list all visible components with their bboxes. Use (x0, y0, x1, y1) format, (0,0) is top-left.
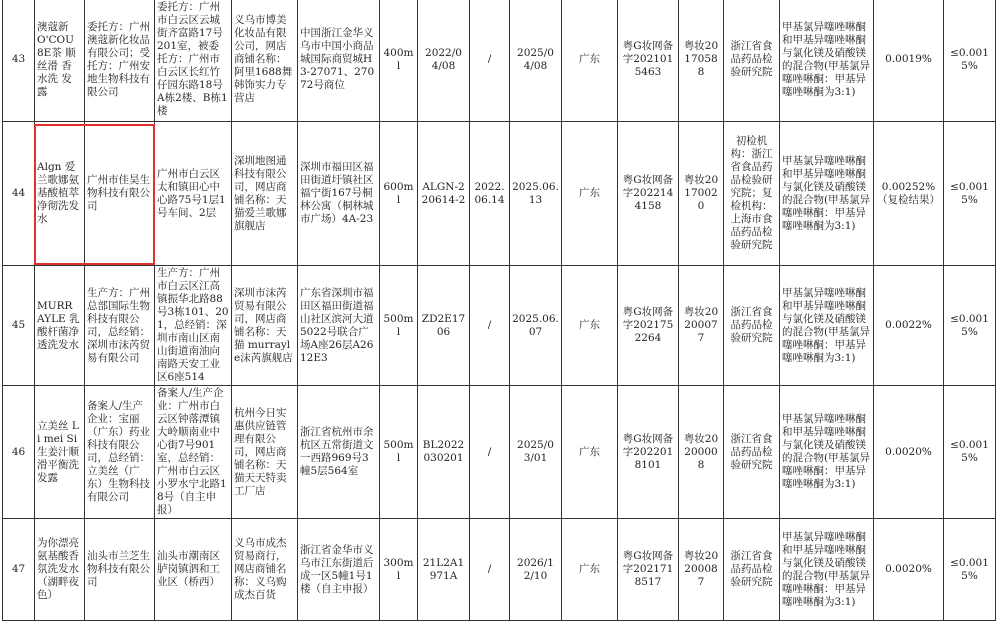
col-batch: 2022/04/08 (418, 0, 470, 122)
col-producer-address: 汕头市潮南区胪岗镇泗和工业区（桥西） (155, 519, 232, 621)
col-production-date: / (470, 266, 510, 386)
col-producer-address: 广州市白云区太和镇田心中心路75号1层1号车间、2层 (155, 122, 232, 266)
col-license: 粤妆20200077 (679, 266, 724, 386)
col-filing-number: 粤G妆网备字2021015463 (618, 0, 679, 122)
col-test-item: 甲基氯异噻唑啉酮和甲基异噻唑啉酮与氯化镁及硝酸镁的混合物(甲基氯异噻唑啉酮：甲基异噻唑啉酮为3:1) (780, 519, 874, 621)
col-batch: ALGN-220614-2 (418, 122, 470, 266)
table-row (3, 266, 996, 386)
col-filing-number: 粤G妆网备字2021752264 (618, 266, 679, 386)
col-license: 粤妆20200008 (679, 386, 724, 519)
col-province: 广东 (562, 386, 618, 519)
col-production-date: / (470, 519, 510, 621)
col-license: 粤妆20170588 (679, 0, 724, 122)
col-seller-address: 深圳市福田区福田街道圩镇社区福宁街167号桐林公寓（桐林城市广场）4A-23 (298, 122, 380, 266)
col-expiry: 2026/12/10 (510, 519, 562, 621)
col-seller: 义乌市成杰贸易商行，网店商铺名称：义乌购成杰百货 (232, 519, 298, 621)
col-seller-address: 浙江省杭州市余杭区五常街道文一西路969号3幢5层564室 (298, 386, 380, 519)
col-seller-address: 中国浙江金华义乌市中国小商品城国际商贸城H3-27071、27072号商位 (298, 0, 380, 122)
col-test-item: 甲基氯异噻唑啉酮和甲基异噻唑啉酮与氯化镁及硝酸镁的混合物(甲基氯异噻唑啉酮：甲基异噻唑啉酮为3:1) (780, 0, 874, 122)
col-product: MURR AYLE 乳酸杆菌净透洗发水 (35, 266, 85, 386)
col-province: 广东 (562, 0, 618, 122)
col-production-date: / (470, 386, 510, 519)
col-registrant: 汕头市兰芝生物科技有限公司 (85, 519, 155, 621)
col-seller-address: 广东省深圳市福田区福田街道福山社区滨河大道5022号联合广场A座26层A2612E3 (298, 266, 380, 386)
col-test-item: 甲基氯异噻唑啉酮和甲基异噻唑啉酮与氯化镁及硝酸镁的混合物(甲基氯异噻唑啉酮：甲基异噻唑啉酮为3:1) (780, 122, 874, 266)
col-test-org: 浙江省食品药品检验研究院 (724, 0, 780, 122)
col-production-date: / (470, 0, 510, 122)
col-production-date: 2022.06.14 (470, 122, 510, 266)
col-result: 0.00252%（复检结果） (874, 122, 944, 266)
col-result: 0.0020% (874, 386, 944, 519)
col-result: 0.0019% (874, 0, 944, 122)
col-producer-address: 委托方：广州市白云区云城街齐富路17号201室，被委托方：广州市白云区长红竹仔园东路18号A栋2楼、B栋1楼 (155, 0, 232, 122)
col-test-org: 浙江省食品药品检验研究院 (724, 519, 780, 621)
table-row (3, 386, 996, 519)
col-spec: 600ml (380, 122, 418, 266)
table-row (3, 0, 996, 122)
col-expiry: 2025.06.13 (510, 122, 562, 266)
col-expiry: 2025.06.07 (510, 266, 562, 386)
col-number: 44 (3, 122, 35, 266)
col-product: 立美丝 Li mei Si 生姜汁顺滑平衡洗发露 (35, 386, 85, 519)
col-number: 45 (3, 266, 35, 386)
col-test-org: 浙江省食品药品检验研究院 (724, 386, 780, 519)
col-expiry: 2025/04/08 (510, 0, 562, 122)
col-registrant: 委托方：广州澳蔻新化妆品有限公司；受托方：广州安地生物科技有限公司 (85, 0, 155, 122)
col-province: 广东 (562, 122, 618, 266)
col-standard: ≤0.0015% (944, 0, 996, 122)
col-license: 粤妆20200087 (679, 519, 724, 621)
col-batch: 21L2A1971A (418, 519, 470, 621)
col-batch: ZD2E1706 (418, 266, 470, 386)
col-number: 46 (3, 386, 35, 519)
col-test-item: 甲基氯异噻唑啉酮和甲基异噻唑啉酮与氯化镁及硝酸镁的混合物(甲基氯异噻唑啉酮：甲基异噻唑啉酮为3:1) (780, 386, 874, 519)
col-standard: ≤0.0015% (944, 519, 996, 621)
col-producer-address: 生产方：广州市白云区江高镇振华北路88号3栋101、201，总经销：深圳市南山区南山街道南油向南路天安工业区6座514 (155, 266, 232, 386)
col-result: 0.0022% (874, 266, 944, 386)
col-spec: 300ml (380, 519, 418, 621)
col-seller: 杭州今日实惠供应链管理有限公司，网店商铺名称：天猫天天特卖工厂店 (232, 386, 298, 519)
col-filing-number: 粤G妆网备字2022144158 (618, 122, 679, 266)
col-number: 43 (3, 0, 35, 122)
col-product: 为你漂亮氨基酸香氛洗发水（湖畔夜色） (35, 519, 85, 621)
results-table (2, 0, 996, 621)
table-row (3, 122, 996, 266)
col-license: 粤妆20170020 (679, 122, 724, 266)
col-batch: BL2022030201 (418, 386, 470, 519)
col-filing-number: 粤G妆网备字2022018101 (618, 386, 679, 519)
col-province: 广东 (562, 519, 618, 621)
col-producer-address: 备案人/生产企业：广州市白云区钟落潭镇大岭顺南业中心街7号901室，总经销：广州市白云区小罗水宁北路18号（自主申报） (155, 386, 232, 519)
col-seller: 深圳市沫芮贸易有限公司，网店商铺名称：天猫 murrayle沫芮旗舰店 (232, 266, 298, 386)
col-seller-address: 浙江省金华市义乌市江东街道后成一区5幢1号1楼（自主申报） (298, 519, 380, 621)
col-province: 广东 (562, 266, 618, 386)
col-test-org: 浙江省食品药品检验研究院 (724, 266, 780, 386)
col-registrant: 生产方：广州总部国际生物科技有限公司，总经销：深圳市沫芮贸易有限公司 (85, 266, 155, 386)
col-result: 0.0020% (874, 519, 944, 621)
col-spec: 500ml (380, 386, 418, 519)
col-test-item: 甲基氯异噻唑啉酮和甲基异噻唑啉酮与氯化镁及硝酸镁的混合物(甲基氯异噻唑啉酮：甲基异噻唑啉酮为3:1) (780, 266, 874, 386)
col-filing-number: 粤G妆网备字2021718517 (618, 519, 679, 621)
col-standard: ≤0.0015% (944, 122, 996, 266)
col-standard: ≤0.0015% (944, 386, 996, 519)
table-row (3, 519, 996, 621)
col-seller: 义乌市博美化妆品有限公司，网店商铺名称：阿里1688舞韩饰实力专营店 (232, 0, 298, 122)
col-spec: 400ml (380, 0, 418, 122)
col-test-org: 初检机构：浙江省食品药品检验研究院；复检机构：上海市食品药品检验研究院 (724, 122, 780, 266)
col-product: Algn 爱兰歌娜氨基酸植萃净彻洗发水 (35, 122, 85, 266)
col-seller: 深圳地图通科技有限公司，网店商铺名称：天猫爱兰歌娜旗舰店 (232, 122, 298, 266)
col-registrant: 广州市佳昊生物科技有限公司 (85, 122, 155, 266)
col-standard: ≤0.0015% (944, 266, 996, 386)
col-product: 澳蔻新 O'COU 8E茶 顺丝滑 香水洗 发露 (35, 0, 85, 122)
col-registrant: 备案人/生产企业：宝丽（广东）药业科技有限公司，总经销：立美丝（广东）生物科技有限公司 (85, 386, 155, 519)
col-spec: 500ml (380, 266, 418, 386)
col-number: 47 (3, 519, 35, 621)
col-expiry: 2025/03/01 (510, 386, 562, 519)
